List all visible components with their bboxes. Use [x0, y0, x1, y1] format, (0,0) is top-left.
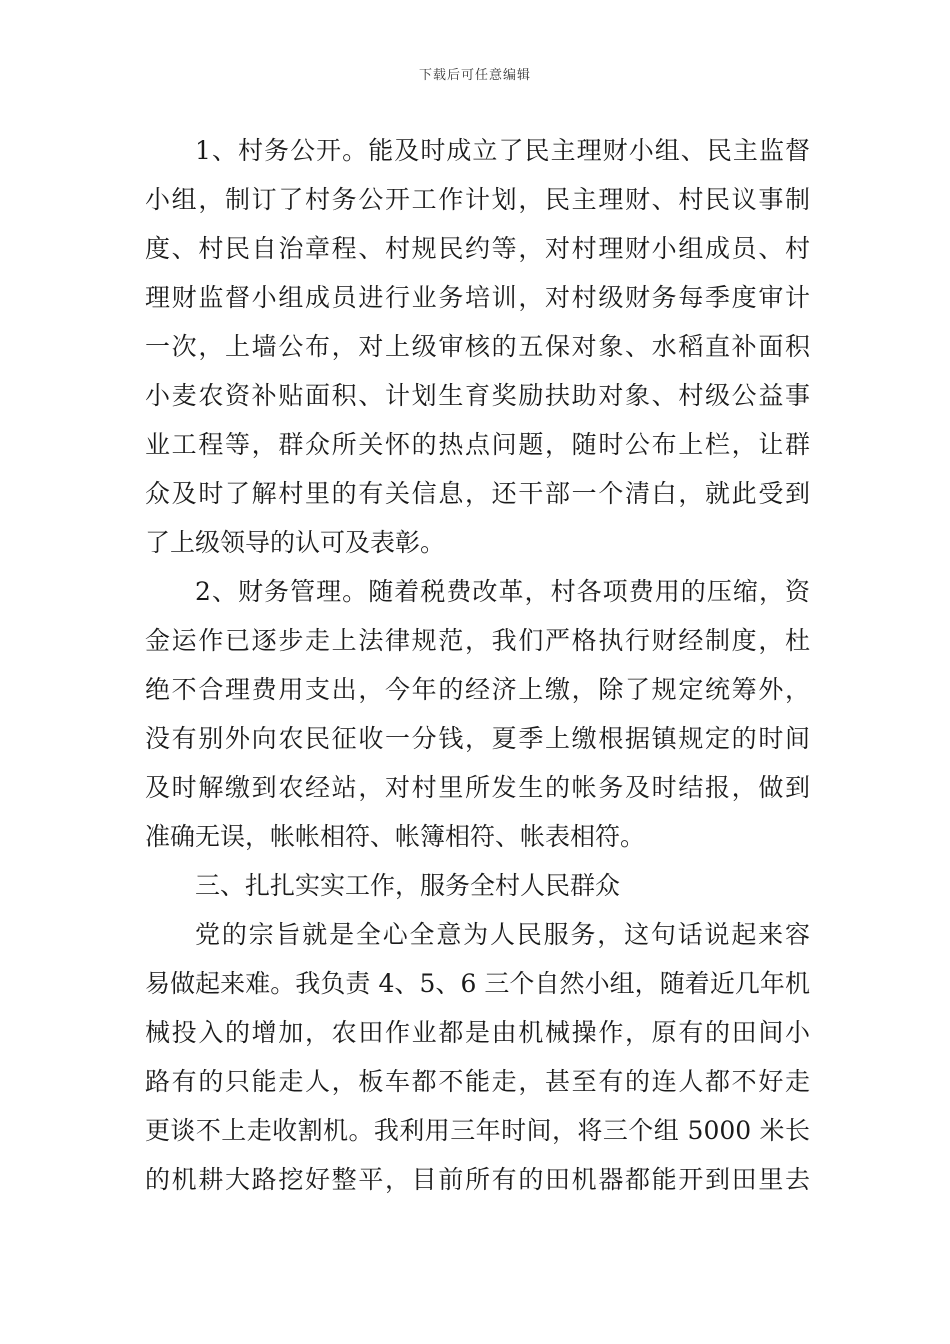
text-line: 路有的只能走人，板车都不能走，甚至有的连人都不好走 — [145, 1067, 810, 1096]
document-body — [145, 126, 810, 1204]
text-line: 金运作已逐步走上法律规范，我们严格执行财经制度，杜 — [145, 626, 810, 655]
text-line: 没有别外向农民征收一分钱，夏季上缴根据镇规定的时间 — [145, 724, 810, 753]
text-line: 2、财务管理。随着税费改革，村各项费用的压缩，资 — [195, 577, 810, 606]
text-line: 党的宗旨就是全心全意为人民服务，这句话说起来容 — [195, 920, 810, 949]
text-line: 械投入的增加，农田作业都是由机械操作，原有的田间小 — [145, 1018, 810, 1047]
text-line: 及时解缴到农经站，对村里所发生的帐务及时结报，做到 — [145, 773, 810, 802]
text-line: 的机耕大路挖好整平，目前所有的田机器都能开到田里去 — [145, 1165, 810, 1194]
text-line: 1、村务公开。能及时成立了民主理财小组、民主监督 — [195, 136, 810, 165]
text-line: 三、扎扎实实工作，服务全村人民群众 — [195, 871, 621, 900]
text-line: 绝不合理费用支出，今年的经济上缴，除了规定统筹外， — [145, 675, 810, 704]
text-line: 更谈不上走收割机。我利用三年时间，将三个组 5000 米长 — [145, 1116, 810, 1145]
text-line: 了上级领导的认可及表彰。 — [145, 528, 446, 557]
text-line: 一次，上墙公布，对上级审核的五保对象、水稻直补面积 — [145, 332, 810, 361]
text-line: 小组，制订了村务公开工作计划，民主理财、村民议事制 — [145, 185, 810, 214]
text-line: 小麦农资补贴面积、计划生育奖励扶助对象、村级公益事 — [145, 381, 810, 410]
text-line: 度、村民自治章程、村规民约等，对村理财小组成员、村 — [145, 234, 810, 263]
text-line: 准确无误，帐帐相符、帐簿相符、帐表相符。 — [145, 822, 646, 851]
text-line: 业工程等，群众所关怀的热点问题，随时公布上栏，让群 — [145, 430, 810, 459]
text-line: 理财监督小组成员进行业务培训，对村级财务每季度审计 — [145, 283, 810, 312]
text-line: 易做起来难。我负责 4、5、6 三个自然小组，随着近几年机 — [145, 969, 810, 998]
page-header-note: 下载后可任意编辑 — [418, 68, 531, 83]
text-line: 众及时了解村里的有关信息，还干部一个清白，就此受到 — [145, 479, 810, 508]
